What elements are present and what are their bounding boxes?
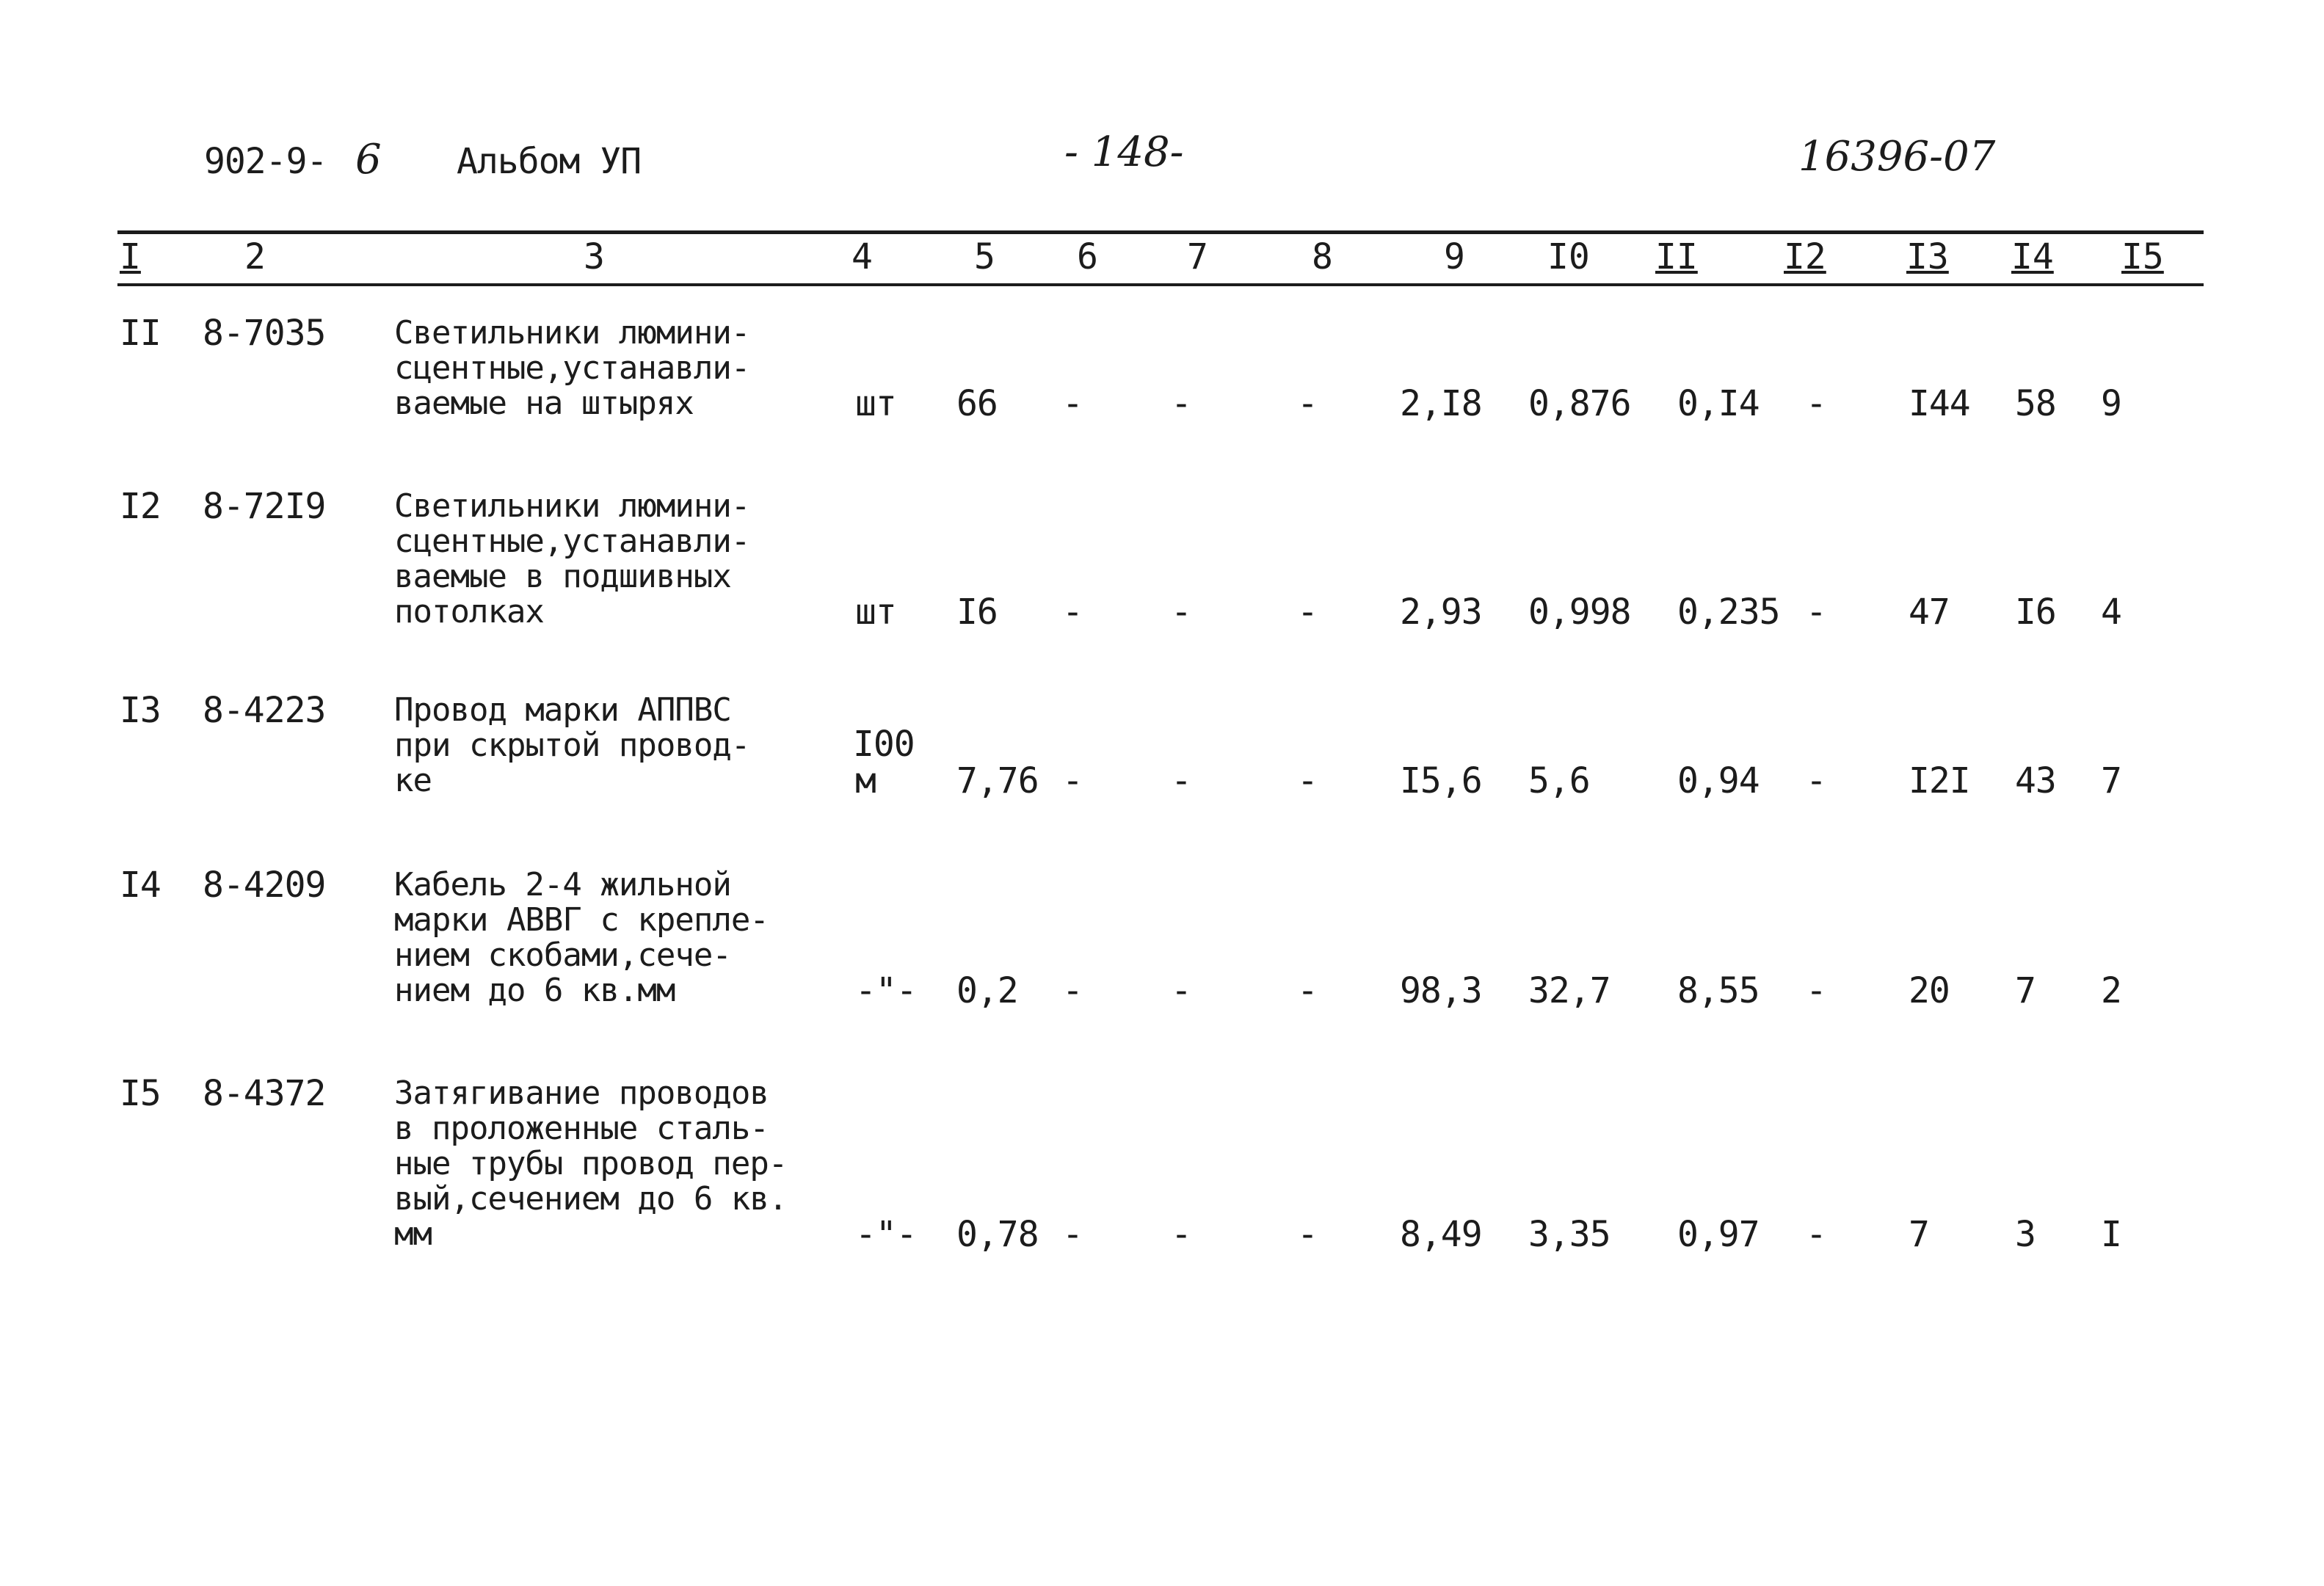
description-line: мм [394, 1215, 432, 1253]
col12-value: - [1806, 592, 1826, 633]
col10-value: 3,35 [1528, 1214, 1611, 1255]
unit: шт [855, 383, 896, 424]
description-line: вый,сечением до 6 кв. [394, 1180, 788, 1218]
col13-value: 20 [1909, 970, 1950, 1011]
col10-value: 32,7 [1528, 970, 1611, 1011]
description-line: Светильники люмини- [394, 487, 750, 525]
work-description [394, 489, 749, 630]
row-number: I3 [120, 690, 161, 731]
unit: м [855, 760, 876, 801]
col14-value: 58 [2015, 383, 2056, 424]
col10-value: 0,876 [1528, 383, 1631, 424]
col12-value: - [1806, 970, 1826, 1011]
col14-value: 43 [2015, 760, 2056, 801]
quantity: 0,2 [956, 970, 1018, 1011]
column-number: 2 [244, 236, 266, 277]
table-top-rule [117, 230, 2204, 234]
col14-value: I6 [2015, 592, 2056, 633]
col7-value: - [1171, 383, 1191, 424]
col11-value: 0,94 [1677, 760, 1760, 801]
col12-value: - [1806, 1214, 1826, 1255]
col7-value: - [1171, 970, 1191, 1011]
col14-value: 3 [2015, 1214, 2036, 1255]
description-line: нием скобами,сече- [394, 936, 731, 974]
col8-value: - [1297, 760, 1318, 801]
col15-value: 4 [2101, 592, 2121, 633]
page-number: - 148- [1064, 128, 1184, 176]
column-number: I5 [2121, 236, 2164, 277]
column-number: I0 [1547, 236, 1590, 277]
col13-value: I2I [1909, 760, 1970, 801]
quantity: 0,78 [956, 1214, 1039, 1255]
document-code: 902-9- [204, 141, 327, 182]
col6-value: - [1062, 760, 1083, 801]
column-number: 3 [584, 236, 605, 277]
col11-value: 0,97 [1677, 1214, 1760, 1255]
album-label: Альбом УП [457, 141, 642, 182]
description-line: в проложенные сталь- [394, 1110, 769, 1147]
col11-value: 0,235 [1677, 592, 1780, 633]
column-number: 7 [1187, 236, 1208, 277]
description-line: ные трубы провод пер- [394, 1145, 788, 1182]
work-description [394, 1076, 787, 1252]
description-line: марки АВВГ с крепле- [394, 901, 769, 939]
col7-value: - [1171, 1214, 1191, 1255]
row-number: I2 [120, 486, 161, 527]
column-number: 4 [851, 236, 873, 277]
column-number: 6 [1077, 236, 1098, 277]
col8-value: - [1297, 592, 1318, 633]
quantity: 7,76 [956, 760, 1039, 801]
work-description [394, 693, 749, 799]
unit: -"- [855, 970, 917, 1011]
col7-value: - [1171, 592, 1191, 633]
col6-value: - [1062, 970, 1083, 1011]
sheet-code: 16396-07 [1798, 133, 1996, 181]
column-number: I [120, 236, 141, 277]
col12-value: - [1806, 760, 1826, 801]
work-description [394, 867, 769, 1008]
col15-value: 7 [2101, 760, 2121, 801]
norm-code: 8-72I9 [203, 486, 326, 527]
description-line: Светильники люмини- [394, 314, 750, 352]
col9-value: I5,6 [1400, 760, 1482, 801]
column-number: 8 [1312, 236, 1333, 277]
description-line: нием до 6 кв.мм [394, 972, 675, 1009]
norm-code: 8-7035 [203, 313, 326, 354]
column-number: 9 [1444, 236, 1465, 277]
row-number: I5 [120, 1073, 161, 1114]
col9-value: 2,I8 [1400, 383, 1482, 424]
col10-value: 5,6 [1528, 760, 1590, 801]
unit: -"- [855, 1214, 917, 1255]
table-header-rule [117, 283, 2204, 286]
col10-value: 0,998 [1528, 592, 1631, 633]
col8-value: - [1297, 383, 1318, 424]
row-number: I4 [120, 865, 161, 906]
column-number: 5 [974, 236, 995, 277]
col6-value: - [1062, 383, 1083, 424]
col13-value: 7 [1909, 1214, 1929, 1255]
column-number: I3 [1906, 236, 1949, 277]
col15-value: I [2101, 1214, 2121, 1255]
description-line: сцентные,устанавли- [394, 349, 750, 387]
description-line: ваемые на штырях [394, 385, 694, 422]
document-code-handwritten-suffix: 6 [355, 136, 382, 183]
column-number: I4 [2011, 236, 2054, 277]
column-number: I2 [1784, 236, 1826, 277]
col12-value: - [1806, 383, 1826, 424]
unit: шт [855, 592, 896, 633]
column-number: II [1655, 236, 1698, 277]
col8-value: - [1297, 970, 1318, 1011]
col13-value: 47 [1909, 592, 1950, 633]
col9-value: 2,93 [1400, 592, 1482, 633]
unit: I00 [853, 724, 915, 765]
col13-value: I44 [1909, 383, 1970, 424]
col8-value: - [1297, 1214, 1318, 1255]
norm-code: 8-4209 [203, 865, 326, 906]
col15-value: 9 [2101, 383, 2121, 424]
col6-value: - [1062, 1214, 1083, 1255]
col11-value: 0,I4 [1677, 383, 1760, 424]
description-line: Затягивание проводов [394, 1074, 769, 1112]
description-line: ке [394, 762, 432, 799]
norm-code: 8-4223 [203, 690, 326, 731]
col9-value: 8,49 [1400, 1214, 1482, 1255]
quantity: I6 [956, 592, 998, 633]
description-line: при скрытой провод- [394, 727, 750, 764]
col15-value: 2 [2101, 970, 2121, 1011]
description-line: сцентные,устанавли- [394, 523, 750, 560]
description-line: Провод марки АППВС [394, 691, 731, 729]
row-number: II [120, 313, 161, 354]
col14-value: 7 [2015, 970, 2036, 1011]
description-line: Кабель 2-4 жильной [394, 866, 731, 903]
work-description [394, 316, 749, 421]
col9-value: 98,3 [1400, 970, 1482, 1011]
quantity: 66 [956, 383, 998, 424]
description-line: потолках [394, 593, 544, 630]
description-line: ваемые в подшивных [394, 558, 731, 595]
col6-value: - [1062, 592, 1083, 633]
col7-value: - [1171, 760, 1191, 801]
norm-code: 8-4372 [203, 1073, 326, 1114]
col11-value: 8,55 [1677, 970, 1760, 1011]
